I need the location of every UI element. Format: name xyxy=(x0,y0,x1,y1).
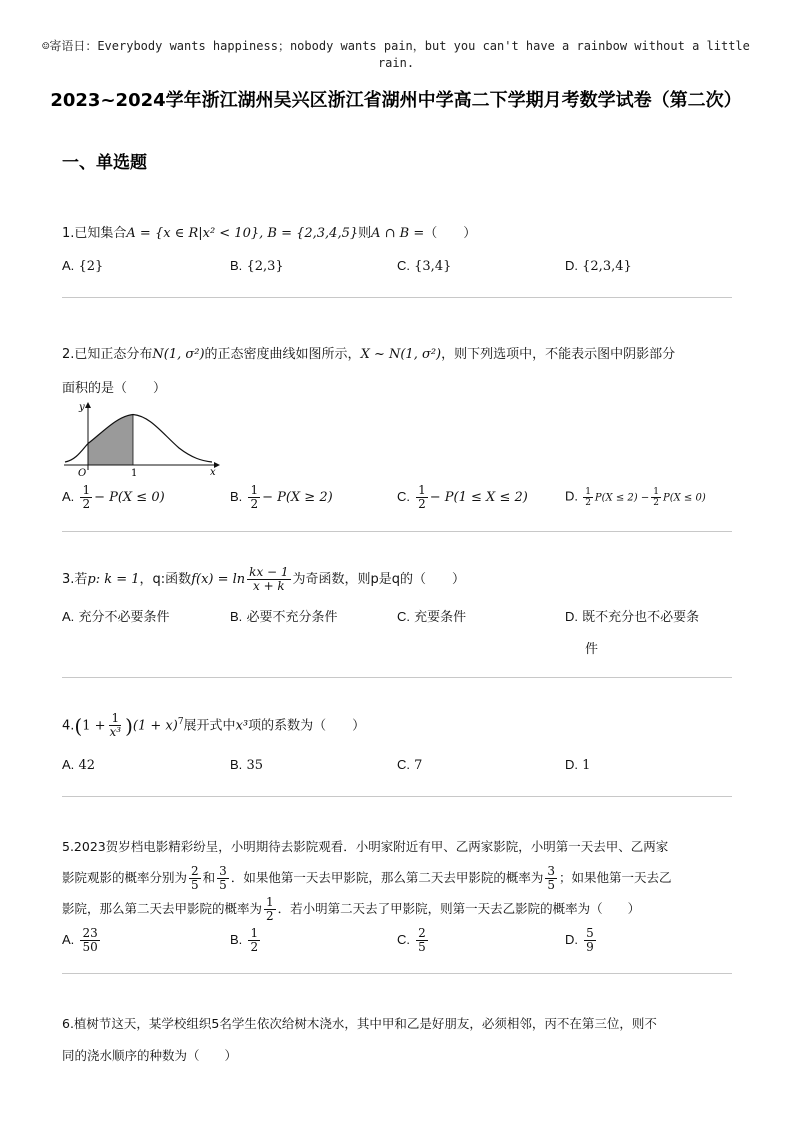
q1-stem xyxy=(62,224,732,244)
q3-option-a[interactable]: A. 充分不必要条件 xyxy=(62,609,170,625)
divider xyxy=(62,796,732,797)
q1-sets: A = {x ∈ R|x² < 10}, B = {2,3,4,5} xyxy=(126,226,359,241)
question-5 xyxy=(62,837,732,923)
q4-stem: 4.(1 + $\frac{1}{\text{x³}}$ )$(1 + x)^7$展开式中x³项的系数为（ ） xyxy=(62,711,366,740)
q5-option-a[interactable]: A. $\frac{23}{50}$ xyxy=(62,926,98,954)
question-1 xyxy=(62,224,732,244)
page-title: 2023~2024学年浙江湖州吴兴区浙江省湖州中学高二下学期月考数学试卷（第二次） xyxy=(50,90,742,111)
q1-expr: A ∩ B = xyxy=(371,226,425,241)
question-3 xyxy=(62,566,732,593)
q2-dist: N(1, σ²) xyxy=(152,347,205,362)
question-4 xyxy=(62,712,732,739)
motto-line: ☺寄语日：Everybody wants happiness；nobody wants pain，but you can't have a rainbow without a little rain. xyxy=(42,39,750,70)
q5-option-d[interactable]: D. $\frac{5}{9}$ xyxy=(565,926,594,954)
q1-then: 则 xyxy=(358,226,372,241)
q2-option-c[interactable]: C. $\frac{1}{2}$ − P(1 ≤ X ≤ 2) xyxy=(397,483,528,511)
q2-option-b[interactable]: B. $\frac{1}{2}$ − P(X ≥ 2) xyxy=(230,483,333,511)
q3-stem: 3.若p: k = 1，q:函数f(x) = ln $\frac{kx - 1}{x + k}$ 为奇函数，则p是q的（ ） xyxy=(62,565,466,593)
section-heading: 一、单选题 xyxy=(62,153,147,173)
shaded-region xyxy=(88,415,133,466)
divider xyxy=(62,297,732,298)
question-6 xyxy=(62,1014,732,1066)
q1-prefix: 1.已知集合 xyxy=(62,226,127,241)
q5-option-c[interactable]: C. $\frac{2}{5}$ xyxy=(397,926,426,954)
q5-line-3: 影院，那么第二天去甲影院的概率为 $\frac{1}{2}$ ．若小明第二天去了甲影院，则第一天去乙影院的概率为（ ） xyxy=(62,895,641,923)
divider xyxy=(62,973,732,974)
q3-option-d[interactable]: D. 既不充分也不必要条 xyxy=(565,609,700,625)
q4-option-c[interactable]: C. 7 xyxy=(397,757,423,773)
q1-option-a[interactable]: A. {2} xyxy=(62,258,104,274)
axis-y-label: y xyxy=(79,402,85,413)
q1-option-b[interactable]: B. {2,3} xyxy=(230,258,284,274)
q2-option-d[interactable]: D. $\frac{1}{2}$ P(X ≤ 2) − $\frac{1}{2}$ P(X ≤ 0) xyxy=(565,487,706,508)
q4-option-d[interactable]: D. 1 xyxy=(565,757,591,773)
q1-blank: （ ） xyxy=(424,226,477,241)
q5-line-1: 5.2023贺岁档电影精彩纷呈，小明期待去影院观看．小明家附近有甲、乙两家影院，小明第一天去甲、乙两家 xyxy=(62,839,669,854)
origin-label: O xyxy=(78,468,87,478)
q2-dist2: X ~ N(1, σ²) xyxy=(360,347,442,362)
q3-option-c[interactable]: C. 充要条件 xyxy=(397,609,467,625)
q6-line-1: 6.植树节这天，某学校组织5名学生依次给树木浇水，其中甲和乙是好朋友，必须相邻，丙不在第三位，则不 xyxy=(62,1016,657,1031)
question-2 xyxy=(62,338,732,406)
tick-label: 1 xyxy=(131,468,138,478)
q5-option-b[interactable]: B. $\frac{1}{2}$ xyxy=(230,926,259,954)
q1-option-c[interactable]: C. {3,4} xyxy=(397,258,452,274)
q4-option-b[interactable]: B. 35 xyxy=(230,757,263,773)
divider xyxy=(62,531,732,532)
q2-stem: 2.已知正态分布N(1, σ²)的正态密度曲线如图所示，X ~ N(1, σ²)，则下列选项中，不能表示图中阴影部分 面积的是（ ） xyxy=(62,347,676,396)
axis-x-label: x xyxy=(210,467,216,478)
q5-line-2: 影院观影的概率分别为 $\frac{2}{5}$ 和 $\frac{3}{5}$ ．如果他第一天去甲影院，那么第二天去甲影院的概率为 $\frac{3}{5}$ ；如果他第一天去乙 xyxy=(62,864,672,892)
q3-option-b[interactable]: B. 必要不充分条件 xyxy=(230,609,338,625)
normal-curve-figure xyxy=(62,398,222,478)
q2-option-a[interactable]: A. $\frac{1}{2}$ − P(X ≤ 0) xyxy=(62,483,165,511)
q6-line-2: 同的浇水顺序的种数为（ ） xyxy=(62,1048,238,1063)
divider xyxy=(62,677,732,678)
y-axis-arrow-icon xyxy=(85,402,91,408)
density-curve xyxy=(65,415,212,463)
q4-option-a[interactable]: A. 42 xyxy=(62,757,95,773)
q3-option-d-wrap: 件 xyxy=(585,642,599,657)
q1-option-d[interactable]: D. {2,3,4} xyxy=(565,258,632,274)
